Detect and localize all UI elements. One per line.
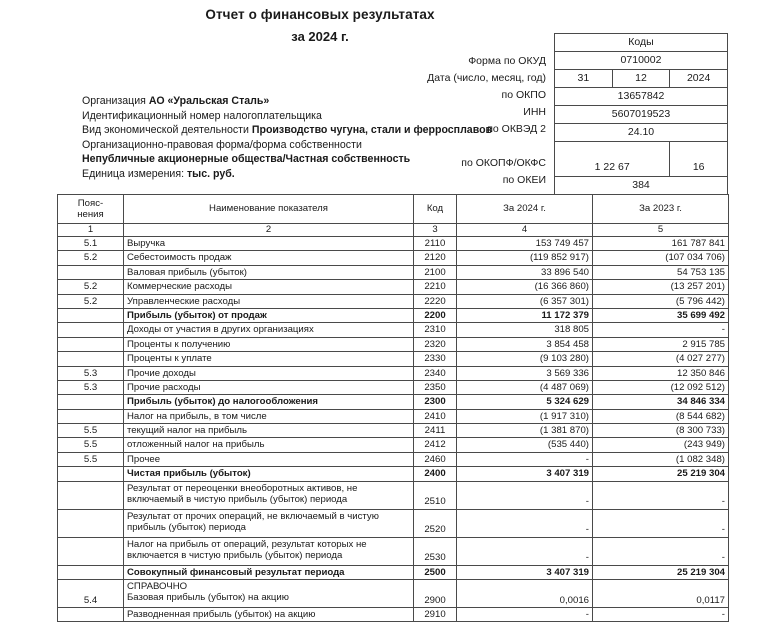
- row-value-year2: 25 219 304: [593, 467, 729, 481]
- row-value-year1: 3 854 458: [457, 337, 593, 351]
- reference-name: Базовая прибыль (убыток) на акцию: [127, 592, 289, 604]
- colnum-5: 5: [593, 224, 729, 237]
- row-note: [58, 352, 124, 366]
- row-value-year1: 153 749 457: [457, 237, 593, 251]
- row-name: текущий налог на прибыль: [124, 424, 414, 438]
- table-row: [58, 366, 729, 380]
- row-note: [58, 308, 124, 322]
- row-code: 2910: [414, 608, 457, 622]
- row-note: [58, 565, 124, 579]
- col-header-note: [58, 195, 124, 224]
- row-note: [58, 409, 124, 423]
- row-note: [58, 481, 124, 509]
- row-value-year1: -: [457, 452, 593, 466]
- codes-okpo-row: [555, 88, 728, 106]
- row-name: Прибыль (убыток) от продаж: [124, 308, 414, 322]
- colnum-4: 4: [457, 224, 593, 237]
- label-okei: по ОКЕИ: [502, 174, 546, 186]
- row-value-year1: 3 407 319: [457, 565, 593, 579]
- row-code: 2320: [414, 337, 457, 351]
- row-value-year2: (8 300 733): [593, 424, 729, 438]
- row-name: Прочие доходы: [124, 366, 414, 380]
- row-code: 2120: [414, 251, 457, 265]
- organization-label: Организация: [82, 95, 149, 107]
- unit-value: тыс. руб.: [186, 167, 235, 180]
- row-note: 5.2: [58, 294, 124, 308]
- spacer-right: [670, 142, 728, 160]
- row-value-year1: (535 440): [457, 438, 593, 452]
- row-value-year2: 25 219 304: [593, 565, 729, 579]
- row-value-year2: -: [593, 509, 729, 537]
- row-value-year1: -: [457, 608, 593, 622]
- row-note: 5.5: [58, 438, 124, 452]
- value-okfs: 16: [670, 159, 728, 177]
- row-value-year1: -: [457, 509, 593, 537]
- row-code: 2110: [414, 237, 457, 251]
- row-name: Совокупный финансовый результат периода: [124, 565, 414, 579]
- organization-value: АО «Уральская Сталь»: [148, 95, 270, 107]
- table-row: [58, 308, 729, 322]
- col-header-note-l2: нения: [77, 209, 104, 220]
- reference-caption: СПРАВОЧНО: [127, 581, 188, 593]
- row-value-year2: -: [593, 537, 729, 565]
- row-code: 2220: [414, 294, 457, 308]
- row-value-year2: 161 787 841: [593, 237, 729, 251]
- table-row: [58, 481, 729, 509]
- label-okved2: по ОКВЭД 2: [487, 123, 546, 135]
- colnum-3: 3: [414, 224, 457, 237]
- row-value-year2: 34 846 334: [593, 395, 729, 409]
- unit-line: [82, 167, 502, 182]
- value-inn: 5607019523: [555, 106, 728, 124]
- row-note: [58, 537, 124, 565]
- row-value-year1: (16 366 860): [457, 280, 593, 294]
- row-value-year1: 0,0016: [457, 580, 593, 608]
- table-body: [58, 237, 729, 622]
- row-value-year1: (119 852 917): [457, 251, 593, 265]
- col-header-note-l1: Пояс-: [77, 197, 104, 209]
- row-name: Прочее: [124, 452, 414, 466]
- label-okpo: по ОКПО: [501, 89, 546, 101]
- value-okud: 0710002: [555, 52, 728, 70]
- row-name: Выручка: [124, 237, 414, 251]
- row-name: Проценты к уплате: [124, 352, 414, 366]
- row-value-year2: -: [593, 481, 729, 509]
- row-name: Прибыль (убыток) до налогообложения: [124, 395, 414, 409]
- row-value-year2: (5 796 442): [593, 294, 729, 308]
- table-head: [58, 195, 729, 237]
- row-code: 2210: [414, 280, 457, 294]
- label-inn: ИНН: [523, 106, 546, 118]
- row-value-year2: (243 949): [593, 438, 729, 452]
- row-name: Налог на прибыль, в том числе: [124, 409, 414, 423]
- table-row: [58, 265, 729, 279]
- row-code: 2100: [414, 265, 457, 279]
- row-name: Проценты к получению: [124, 337, 414, 351]
- table-row: [58, 395, 729, 409]
- row-code: 2350: [414, 380, 457, 394]
- row-value-year2: 12 350 846: [593, 366, 729, 380]
- label-date: Дата (число, месяц, год): [427, 72, 546, 84]
- col-header-year2: За 2023 г.: [593, 195, 729, 224]
- row-name: Разводненная прибыль (убыток) на акцию: [124, 608, 414, 622]
- row-note: [58, 395, 124, 409]
- codes-inn-row: [555, 106, 728, 124]
- row-code: 2412: [414, 438, 457, 452]
- row-value-year2: (8 544 682): [593, 409, 729, 423]
- row-value-year1: (6 357 301): [457, 294, 593, 308]
- row-value-year1: -: [457, 537, 593, 565]
- column-numbering-row: [58, 224, 729, 237]
- table-row: [58, 352, 729, 366]
- table-row: [58, 608, 729, 622]
- table-row: [58, 467, 729, 481]
- table-row: [58, 294, 729, 308]
- unit-label: Единица измерения:: [82, 167, 187, 180]
- row-value-year2: (1 082 348): [593, 452, 729, 466]
- row-value-year2: -: [593, 323, 729, 337]
- activity-line: [82, 123, 502, 138]
- row-code: 2400: [414, 467, 457, 481]
- row-value-year1: 11 172 379: [457, 308, 593, 322]
- financial-table-wrapper: [57, 194, 728, 622]
- row-value-year1: 5 324 629: [457, 395, 593, 409]
- row-value-year2: (12 092 512): [593, 380, 729, 394]
- row-value-year2: (107 034 706): [593, 251, 729, 265]
- row-code: 2411: [414, 424, 457, 438]
- value-date-year: 2024: [670, 70, 728, 88]
- row-name: Коммерческие расходы: [124, 280, 414, 294]
- row-code: 2310: [414, 323, 457, 337]
- page-title: Отчет о финансовых результатах: [205, 7, 435, 22]
- row-value-year2: 0,0117: [593, 580, 729, 608]
- table-row: [58, 509, 729, 537]
- value-okved2: 24.10: [555, 124, 728, 142]
- row-note: 5.5: [58, 424, 124, 438]
- table-row-reference: [58, 580, 729, 608]
- row-note: [58, 467, 124, 481]
- financial-results-table: [57, 194, 729, 622]
- table-row: [58, 537, 729, 565]
- row-note: [58, 509, 124, 537]
- table-header-row: [58, 195, 729, 224]
- codes-okopf-row: [555, 159, 728, 177]
- row-code: 2900: [414, 580, 457, 608]
- row-value-year1: 318 805: [457, 323, 593, 337]
- inn-label-line: Идентификационный номер налогоплательщика: [82, 109, 322, 122]
- table-row: [58, 565, 729, 579]
- row-code: 2500: [414, 565, 457, 579]
- codes-okei-row: [555, 177, 728, 195]
- table-row: [58, 251, 729, 265]
- label-okud: Форма по ОКУД: [468, 55, 546, 67]
- row-name: Себестоимость продаж: [124, 251, 414, 265]
- col-header-year1: За 2024 г.: [457, 195, 593, 224]
- codes-okved2-row: [555, 124, 728, 142]
- organization-line: [82, 94, 502, 109]
- row-name: Результат от переоценки внеоборотных активов, не включаемый в чистую прибыль (убыток) периода: [124, 481, 414, 509]
- row-note: [58, 337, 124, 351]
- row-value-year2: 35 699 492: [593, 308, 729, 322]
- row-code: 2330: [414, 352, 457, 366]
- activity-value: Производство чугуна, стали и ферросплавов: [251, 124, 493, 137]
- table-row: [58, 438, 729, 452]
- report-period: за 2024 г.: [291, 29, 349, 44]
- row-note: [58, 265, 124, 279]
- value-okpo: 13657842: [555, 88, 728, 106]
- row-note: 5.1: [58, 237, 124, 251]
- row-note: 5.4: [58, 580, 124, 608]
- codes-spacer-row: [555, 142, 728, 160]
- row-value-year2: 2 915 785: [593, 337, 729, 351]
- row-code: 2510: [414, 481, 457, 509]
- row-code: 2530: [414, 537, 457, 565]
- value-okei: 384: [555, 177, 728, 195]
- table-row: [58, 452, 729, 466]
- table-row: [58, 424, 729, 438]
- table-row: [58, 280, 729, 294]
- row-code: 2460: [414, 452, 457, 466]
- row-name: Налог на прибыль от операций, результат которых не включается в чистую прибыль (убыток) периода: [124, 537, 414, 565]
- legal-form-value-line: [82, 152, 502, 167]
- spacer-left: [555, 142, 670, 160]
- row-value-year1: -: [457, 481, 593, 509]
- label-okopf-okfs: по ОКОПФ/ОКФС: [461, 157, 546, 169]
- row-code: 2300: [414, 395, 457, 409]
- value-date-day: 31: [555, 70, 613, 88]
- row-name: Результат от прочих операций, не включаемый в чистую прибыль (убыток) периода: [124, 509, 414, 537]
- colnum-2: 2: [124, 224, 414, 237]
- codes-header-row: [555, 34, 728, 52]
- table-row: [58, 337, 729, 351]
- table-row: [58, 237, 729, 251]
- organization-header: [82, 94, 502, 182]
- codes-date-row: [555, 70, 728, 88]
- codes-header: Коды: [555, 34, 728, 52]
- col-header-code: Код: [414, 195, 457, 224]
- activity-label: Вид экономической деятельности: [82, 124, 252, 137]
- row-value-year1: 3 407 319: [457, 467, 593, 481]
- row-value-year1: 33 896 540: [457, 265, 593, 279]
- row-value-year2: -: [593, 608, 729, 622]
- row-name: Доходы от участия в других организациях: [124, 323, 414, 337]
- row-code: 2520: [414, 509, 457, 537]
- row-note: 5.3: [58, 366, 124, 380]
- row-code: 2410: [414, 409, 457, 423]
- value-date-month: 12: [612, 70, 670, 88]
- row-name: Прочие расходы: [124, 380, 414, 394]
- row-note: [58, 608, 124, 622]
- row-value-year1: (1 381 870): [457, 424, 593, 438]
- row-code: 2200: [414, 308, 457, 322]
- row-value-year2: (4 027 277): [593, 352, 729, 366]
- row-note: 5.2: [58, 280, 124, 294]
- table-row: [58, 323, 729, 337]
- codes-table: [554, 33, 728, 195]
- value-okopf: 1 22 67: [555, 159, 670, 177]
- row-value-year1: (4 487 069): [457, 380, 593, 394]
- row-note: 5.5: [58, 452, 124, 466]
- row-name: отложенный налог на прибыль: [124, 438, 414, 452]
- row-value-year2: (13 257 201): [593, 280, 729, 294]
- row-name: Валовая прибыль (убыток): [124, 265, 414, 279]
- row-note: [58, 323, 124, 337]
- row-note: 5.2: [58, 251, 124, 265]
- legal-form-label-line: Организационно-правовая форма/форма собственности: [82, 138, 362, 151]
- row-code: 2340: [414, 366, 457, 380]
- row-value-year1: (9 103 280): [457, 352, 593, 366]
- row-name: [124, 580, 414, 608]
- legal-form-value: Непубличные акционерные общества/Частная собственность: [82, 153, 411, 166]
- col-header-name: Наименование показателя: [124, 195, 414, 224]
- table-row: [58, 409, 729, 423]
- row-value-year1: 3 569 336: [457, 366, 593, 380]
- row-value-year2: 54 753 135: [593, 265, 729, 279]
- row-name: Чистая прибыль (убыток): [124, 467, 414, 481]
- row-value-year1: (1 917 310): [457, 409, 593, 423]
- row-note: 5.3: [58, 380, 124, 394]
- codes-okud-row: [555, 52, 728, 70]
- row-name: Управленческие расходы: [124, 294, 414, 308]
- colnum-1: 1: [58, 224, 124, 237]
- table-row: [58, 380, 729, 394]
